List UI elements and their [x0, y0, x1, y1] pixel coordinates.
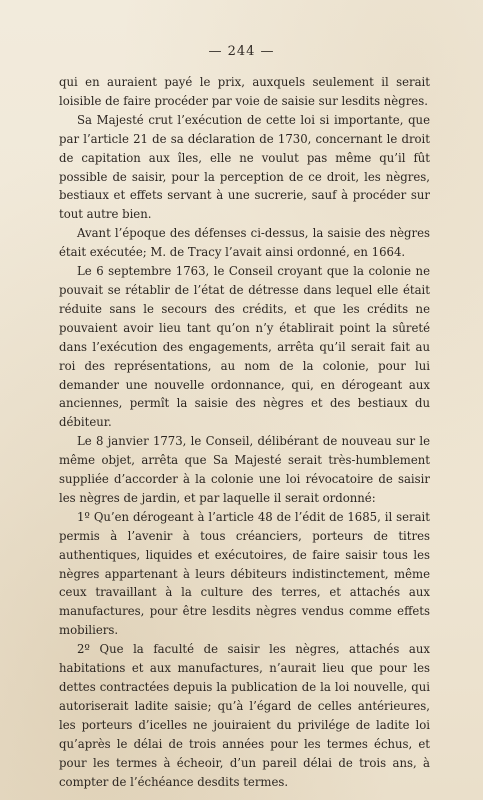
paragraph: 1º Qu’en dérogeant à l’article 48 de l’édit de 1685, il serait permis à l’avenir à tous créanciers, porteurs de titres authentiques, liquides et exécutoires, de faire saisir tous les nègres appartenant à leurs débiteurs indistinctement, même ceux travaillant à la culture des terres, et attachés aux manufactures, pour être lesdits nègres vendus comme effets mobiliers. [59, 509, 430, 638]
paragraph: Avant l’époque des défenses ci-dessus, la saisie des nègres était exécutée; M. de Tracy l’avait ainsi ordonné, en 1664. [59, 226, 430, 260]
body-text [59, 73, 430, 791]
paragraph: Sa Majesté crut l’exécution de cette loi si importante, que par l’article 21 de sa déclaration de 1730, concernant le droit de capitation aux îles, elle ne voulut pas même qu’il fût possible de saisir, pour la perception de ce droit, les nègres, bestiaux et effets servant à une sucrerie, sauf à procéder sur tout autre bien. [59, 112, 430, 222]
paragraph: qui en auraient payé le prix, auxquels seulement il serait loisible de faire procéder par voie de saisie sur lesdits nègres. [59, 75, 430, 108]
paragraph: Le 6 septembre 1763, le Conseil croyant que la colonie ne pouvait se rétablir de l’état de détresse dans lequel elle était réduite sans le secours des crédits, et que les crédits ne pouvaient avoir lieu tant qu’on n’y établirait point la sûreté dans l’exécution des engagements, arrêta qu’il serait fait au roi des représentations, au nom de la colonie, pour lui demander une nouvelle ordonnance, qui, en dérogeant aux anciennes, permît la saisie des nègres et des bestiaux du débiteur. [59, 264, 430, 430]
page-number: — 244 — [208, 44, 275, 59]
paragraph: 2º Que la faculté de saisir les nègres, attachés aux habitations et aux manufactures, n’aurait lieu que pour les dettes contractées depuis la publication de la loi nouvelle, qui autoriserait ladite saisie; qu’à l’égard de celles antérieures, les porteurs d’icelles ne jouiraient du privilége de ladite loi qu’après le délai de trois années pour les termes échus, et pour les termes à écheoir, d’un pareil délai de trois ans, à compter de l’échéance desdits termes. [59, 642, 430, 789]
paragraph: Le 8 janvier 1773, le Conseil, délibérant de nouveau sur le même objet, arrêta que Sa Majesté serait très-humblement suppliée d’accorder à la colonie une loi révocatoire de saisir les nègres de jardin, et par laquelle il serait ordonné: [59, 434, 430, 505]
